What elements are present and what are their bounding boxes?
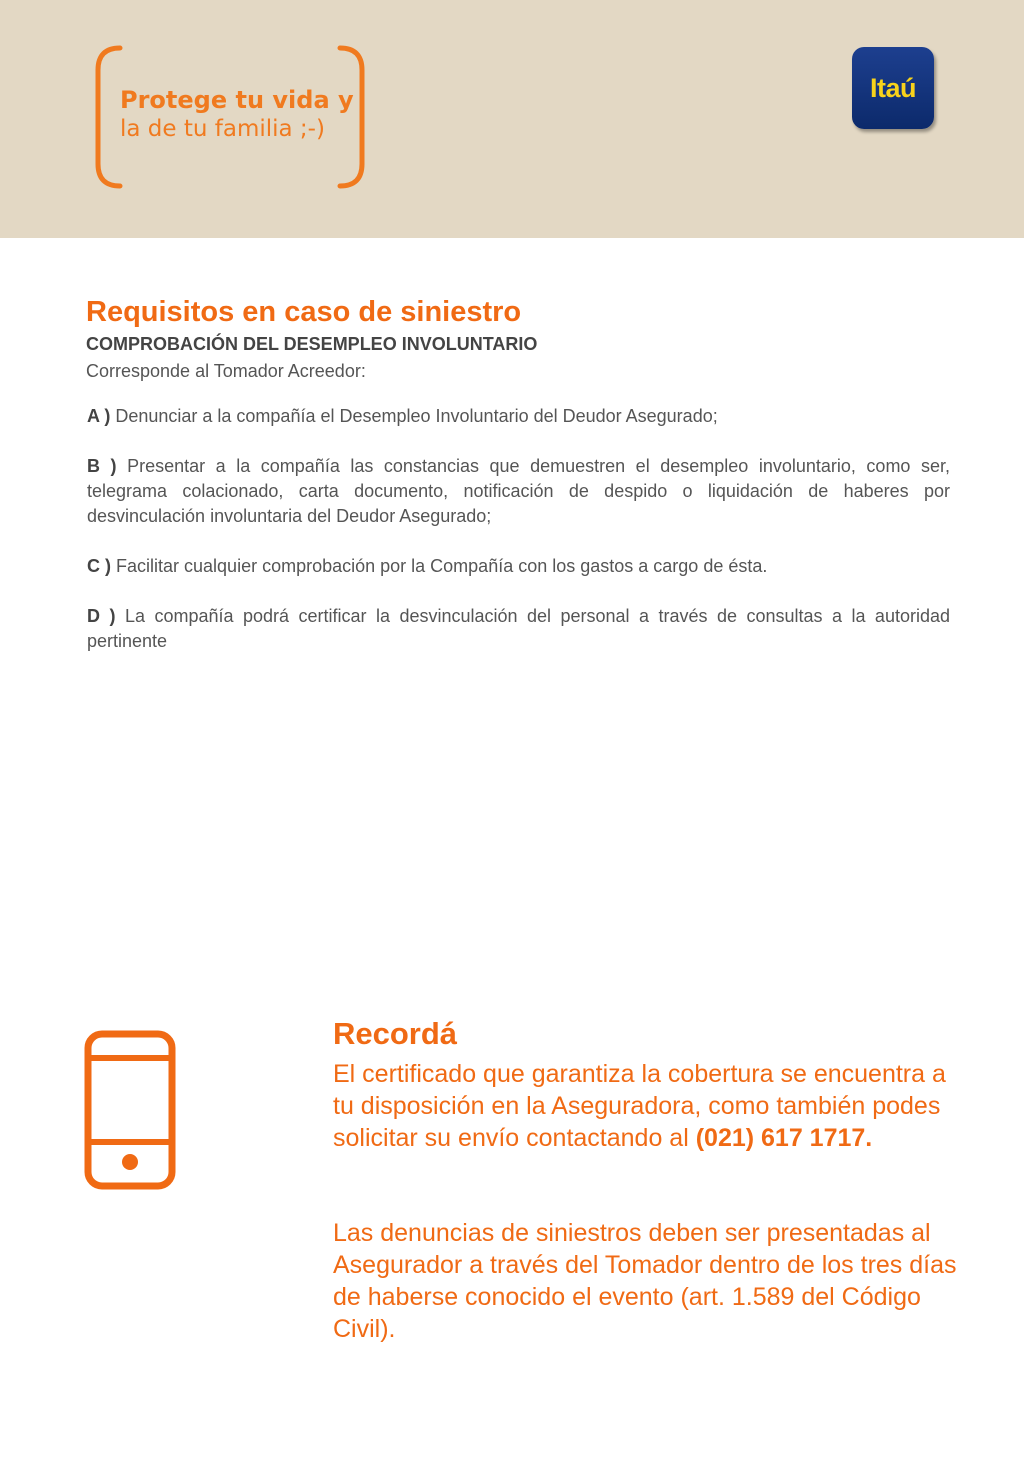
- requirement-item-c: [87, 554, 950, 579]
- item-text: Denunciar a la compañía el Desempleo Involuntario del Deudor Asegurado;: [115, 406, 718, 426]
- contact-phone: (021) 617 1717.: [695, 1124, 873, 1152]
- tagline-line-1: Protege tu vida y: [120, 86, 354, 114]
- itau-logo: [852, 47, 934, 129]
- item-text: La compañía podrá certificar la desvinculación del personal a través de consultas a la autoridad pertinente: [87, 606, 950, 651]
- tagline-brackets: [94, 44, 366, 190]
- reminder-p1-text: El certificado que garantiza la cobertura se encuentra a tu disposición en la Aseguradora, como también podes solicitar su envío contactando al: [333, 1060, 946, 1152]
- item-text: Presentar a la compañía las constancias que demuestren el desempleo involuntario, como ser, telegrama colacionado, carta documento, notificación de despido o liquidación de haberes por desvinculación involuntaria del Deudor Asegurado;: [87, 456, 950, 526]
- tagline-line-2: la de tu familia ;-): [120, 116, 325, 142]
- intro-text: Corresponde al Tomador Acreedor:: [86, 361, 366, 381]
- requirement-item-a: [87, 404, 950, 429]
- header-banner: [0, 0, 1024, 238]
- reminder-title: Recordá: [333, 1016, 458, 1051]
- section-title: Requisitos en caso de siniestro: [86, 296, 522, 328]
- reminder-paragraph-1: [333, 1058, 973, 1154]
- requirement-item-b: [87, 454, 950, 529]
- reminder-paragraph-2: Las denuncias de siniestros deben ser presentadas al Asegurador a través del Tomador dentro de los tres días de haberse conocido el evento (art. 1.589 del Código Civil).: [333, 1219, 957, 1343]
- item-key: B ): [87, 456, 117, 476]
- item-text: Facilitar cualquier comprobación por la Compañía con los gastos a cargo de ésta.: [116, 556, 768, 576]
- logo-text: Itaú: [869, 72, 916, 103]
- requirement-item-d: [87, 604, 950, 654]
- mobile-phone-icon: [84, 1030, 176, 1195]
- section-subtitle: COMPROBACIÓN DEL DESEMPLEO INVOLUNTARIO: [86, 334, 538, 354]
- item-key: A ): [87, 406, 111, 426]
- item-key: D ): [87, 606, 116, 626]
- item-key: C ): [87, 556, 111, 576]
